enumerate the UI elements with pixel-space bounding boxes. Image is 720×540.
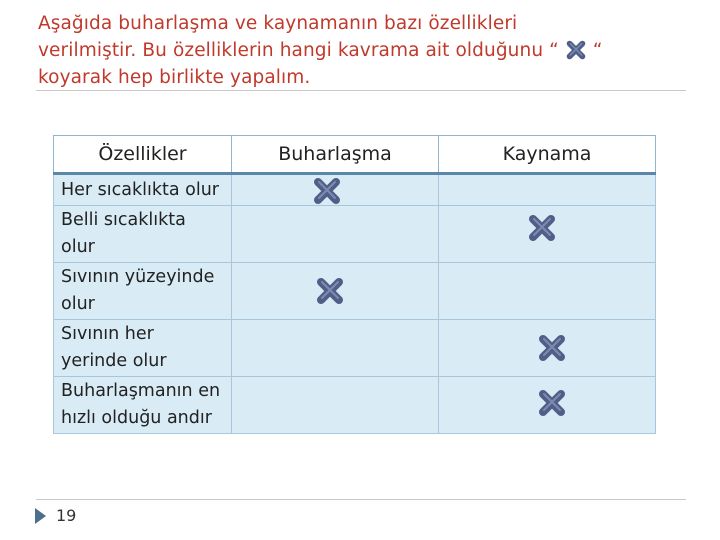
- top-divider: [36, 90, 686, 91]
- property-cell: [54, 263, 232, 320]
- instruction-line-3: koyarak hep birlikte yapalım.: [38, 67, 311, 88]
- table-row: [54, 263, 656, 320]
- property-cell: [54, 206, 232, 263]
- property-cell: [54, 377, 232, 434]
- table-row: [54, 377, 656, 434]
- page-number: 19: [56, 506, 77, 525]
- instruction-line-1: Aşağıda buharlaşma ve kaynamanın bazı özellikleri: [38, 13, 518, 34]
- x-cross-icon: [315, 277, 345, 305]
- property-text-line-1: Belli sıcaklıkta: [61, 210, 186, 230]
- instruction-line-2: [38, 37, 698, 64]
- instruction-line-2-text: verilmiştir. Bu özelliklerin hangi kavrama ait olduğunu “: [38, 40, 559, 61]
- property-text-line-2: yerinde olur: [61, 351, 167, 371]
- property-cell: [54, 174, 232, 206]
- table-header-row: [54, 136, 656, 174]
- header-kaynama: Kaynama: [439, 136, 656, 174]
- property-text-line-1: Sıvının her: [61, 324, 154, 344]
- buharlasma-cell: [232, 174, 439, 206]
- header-ozellikler: Özellikler: [54, 136, 232, 174]
- header-buharlasma: Buharlaşma: [232, 136, 439, 174]
- buharlasma-cell: [232, 206, 439, 263]
- properties-table: [53, 135, 656, 434]
- property-text-line-1: Sıvının yüzeyinde: [61, 267, 215, 287]
- x-cross-icon: [537, 389, 567, 417]
- property-text-line-2: olur: [61, 237, 95, 257]
- property-text: Her sıcaklıkta olur: [61, 179, 220, 200]
- kaynama-cell: [439, 263, 656, 320]
- table-row: [54, 206, 656, 263]
- slide-arrow-icon: [35, 508, 46, 524]
- x-cross-icon: [565, 40, 587, 60]
- property-text-line-2: olur: [61, 294, 95, 314]
- property-text-line-2: hızlı olduğu andır: [61, 408, 212, 428]
- buharlasma-cell: [232, 320, 439, 377]
- instruction-close-quote: “: [592, 40, 603, 61]
- kaynama-cell: [439, 320, 656, 377]
- x-cross-icon: [527, 214, 557, 242]
- x-cross-icon: [312, 177, 342, 205]
- property-cell: [54, 320, 232, 377]
- x-cross-icon: [537, 334, 567, 362]
- kaynama-cell: [439, 206, 656, 263]
- buharlasma-cell: [232, 377, 439, 434]
- kaynama-cell: [439, 174, 656, 206]
- property-text-line-1: Buharlaşmanın en: [61, 381, 221, 401]
- buharlasma-cell: [232, 263, 439, 320]
- instruction-text: [38, 10, 698, 91]
- bottom-divider: [36, 499, 686, 500]
- table-row: [54, 174, 656, 206]
- kaynama-cell: [439, 377, 656, 434]
- table-row: [54, 320, 656, 377]
